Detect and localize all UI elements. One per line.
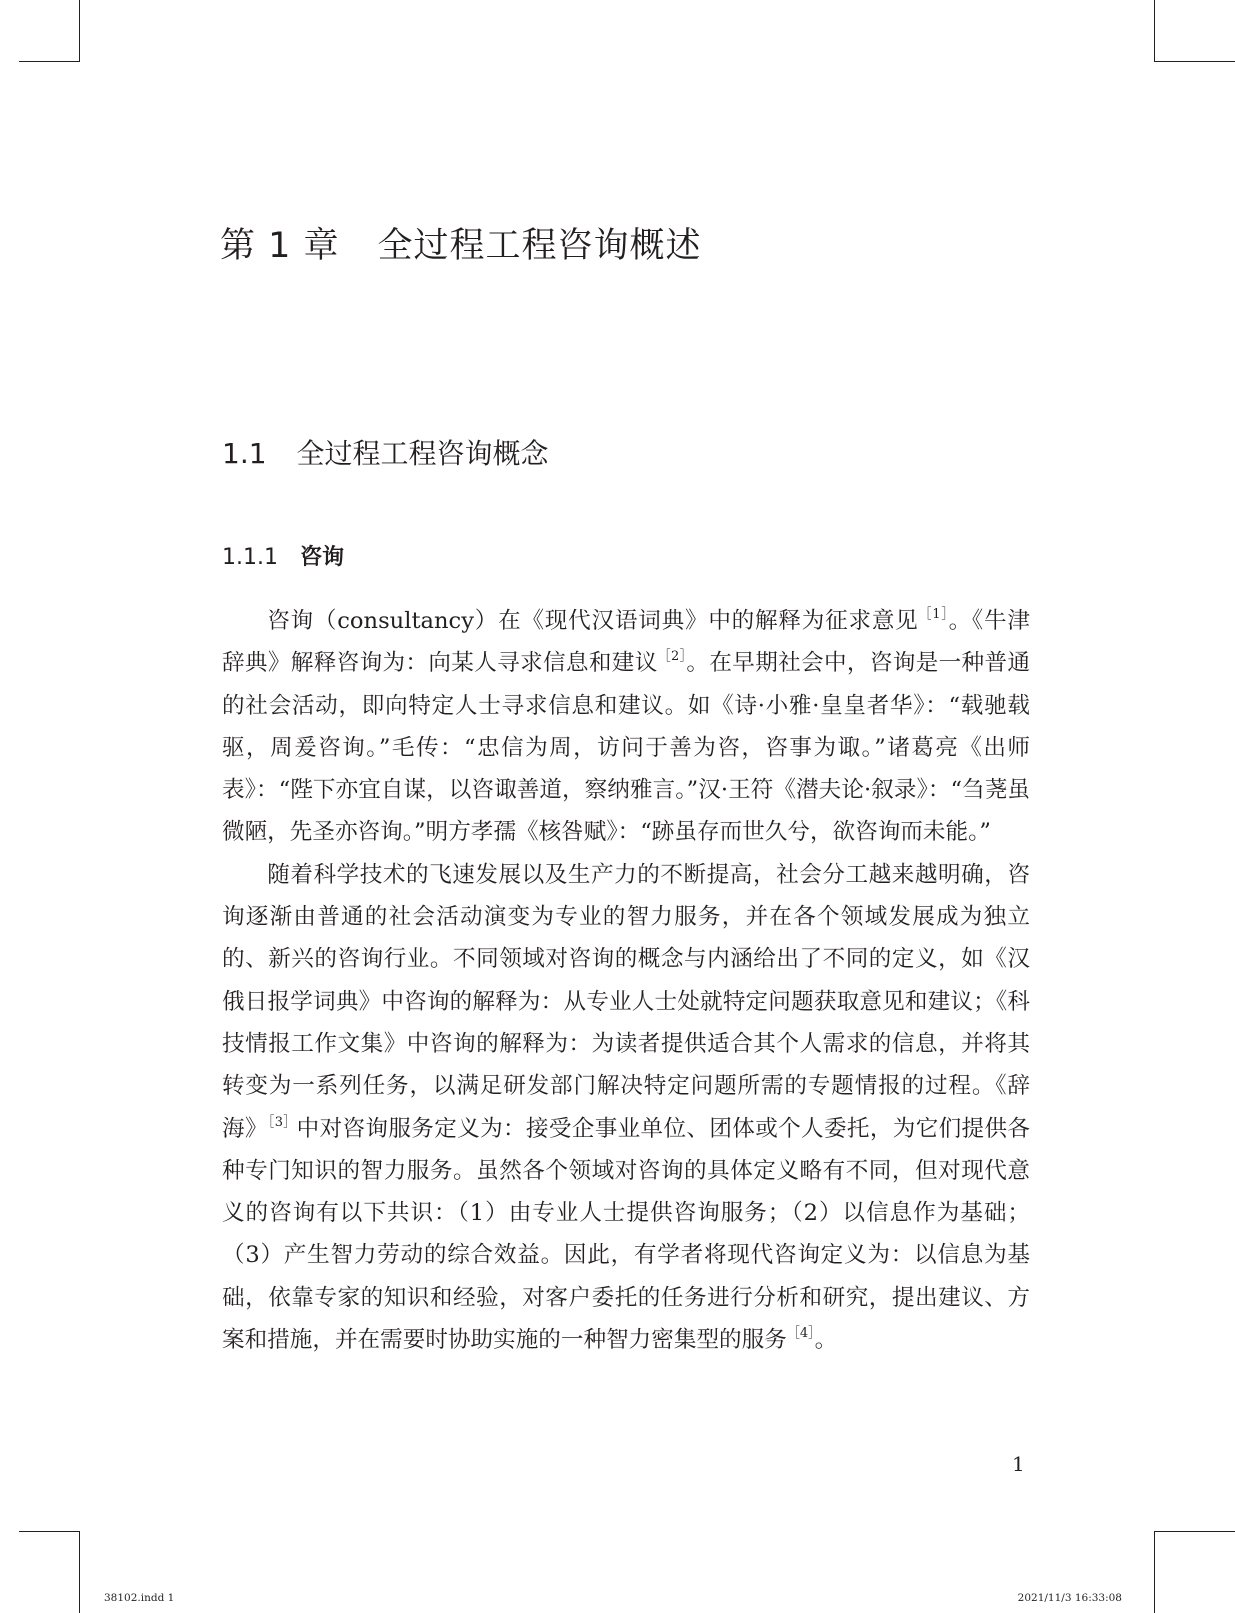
chapter-number: 第 1 章 [220,226,340,266]
text-run: 咨询（consultancy）在《现代汉语词典》中的解释为征求意见 [267,608,919,634]
section-number: 1.1 [222,437,267,470]
text-run: 。在早期社会中，咨询是一种普通的社会活动，即向特定人士寻求信息和建议。如《诗·小雅·皇皇者华》：“载驰载驱，周爰咨询。”毛传：“忠信为周，访问于善为咨，咨事为诹。”诸葛亮《出师表》：“陛下亦宜自谋，以咨诹善道，察纳雅言。”汉·王符《潜夫论·叙录》：“刍荛虽微陋，先圣亦咨询。”明方孝孺《核咎赋》：“跡虽存而世久兮，欲咨询而未能。” [222,650,1031,846]
paragraph [222,600,1030,854]
body-text [222,600,1030,1361]
slug-timestamp: 2021/11/3 16:33:08 [1017,1592,1122,1604]
crop-mark-bottom-right-vertical [1154,1531,1155,1613]
subsection-name: 咨询 [299,545,344,570]
citation-ref: ［2］ [657,649,687,665]
text-run: 。《牛津辞典》解释咨询为：向某人寻求信息和建议 [222,608,1030,677]
crop-mark-top-right-horizontal [1154,61,1235,62]
text-run: 随着科学技术的飞速发展以及生产力的不断提高，社会分工越来越明确，咨询逐渐由普通的社会活动演变为专业的智力服务，并在各个领域发展成为独立的、新兴的咨询行业。不同领域对咨询的概念与内涵给出了不同的定义，如《汉俄日报学词典》中咨询的解释为：从专业人士处就特定问题获取意见和建议；《科技情报工作文集》中咨询的解释为：为读者提供适合其个人需求的信息，并将其转变为一系列任务，以满足研发部门解决特定问题所需的专题情报的过程。《辞海》 [222,861,1030,1142]
section-name: 全过程工程咨询概念 [296,437,549,470]
crop-mark-top-right-vertical [1154,0,1155,62]
paragraph [222,854,1030,1362]
subsection-title [222,540,344,571]
slug-file-name: 38102.indd 1 [104,1592,175,1604]
crop-mark-top-left-vertical [79,0,80,62]
crop-mark-top-left-horizontal [19,61,80,62]
crop-mark-bottom-right-horizontal [1154,1531,1235,1532]
citation-ref: ［4］ [786,1326,815,1342]
crop-mark-bottom-left-horizontal [19,1531,80,1532]
citation-ref: ［3］ [267,1114,297,1130]
chapter-title [220,218,702,268]
crop-mark-bottom-left-vertical [79,1531,80,1613]
section-title [222,432,549,472]
chapter-name: 全过程工程咨询概述 [377,226,702,266]
citation-ref: ［1］ [918,607,949,622]
text-run: 中对咨询服务定义为：接受企事业单位、团体或个人委托，为它们提供各种专门知识的智力服务。虽然各个领域对咨询的具体定义略有不同，但对现代意义的咨询有以下共识：（1）由专业人士提供咨询服务；（2）以信息作为基础；（3）产生智力劳动的综合效益。因此，有学者将现代咨询定义为：以信息为基础，依靠专家的知识和经验，对客户委托的任务进行分析和研究，提出建议、方案和措施，并在需要时协助实施的一种智力密集型的服务 [222,1115,1031,1354]
subsection-number: 1.1.1 [222,545,278,570]
text-run: 。 [814,1327,838,1354]
page-number: 1 [1012,1452,1025,1476]
